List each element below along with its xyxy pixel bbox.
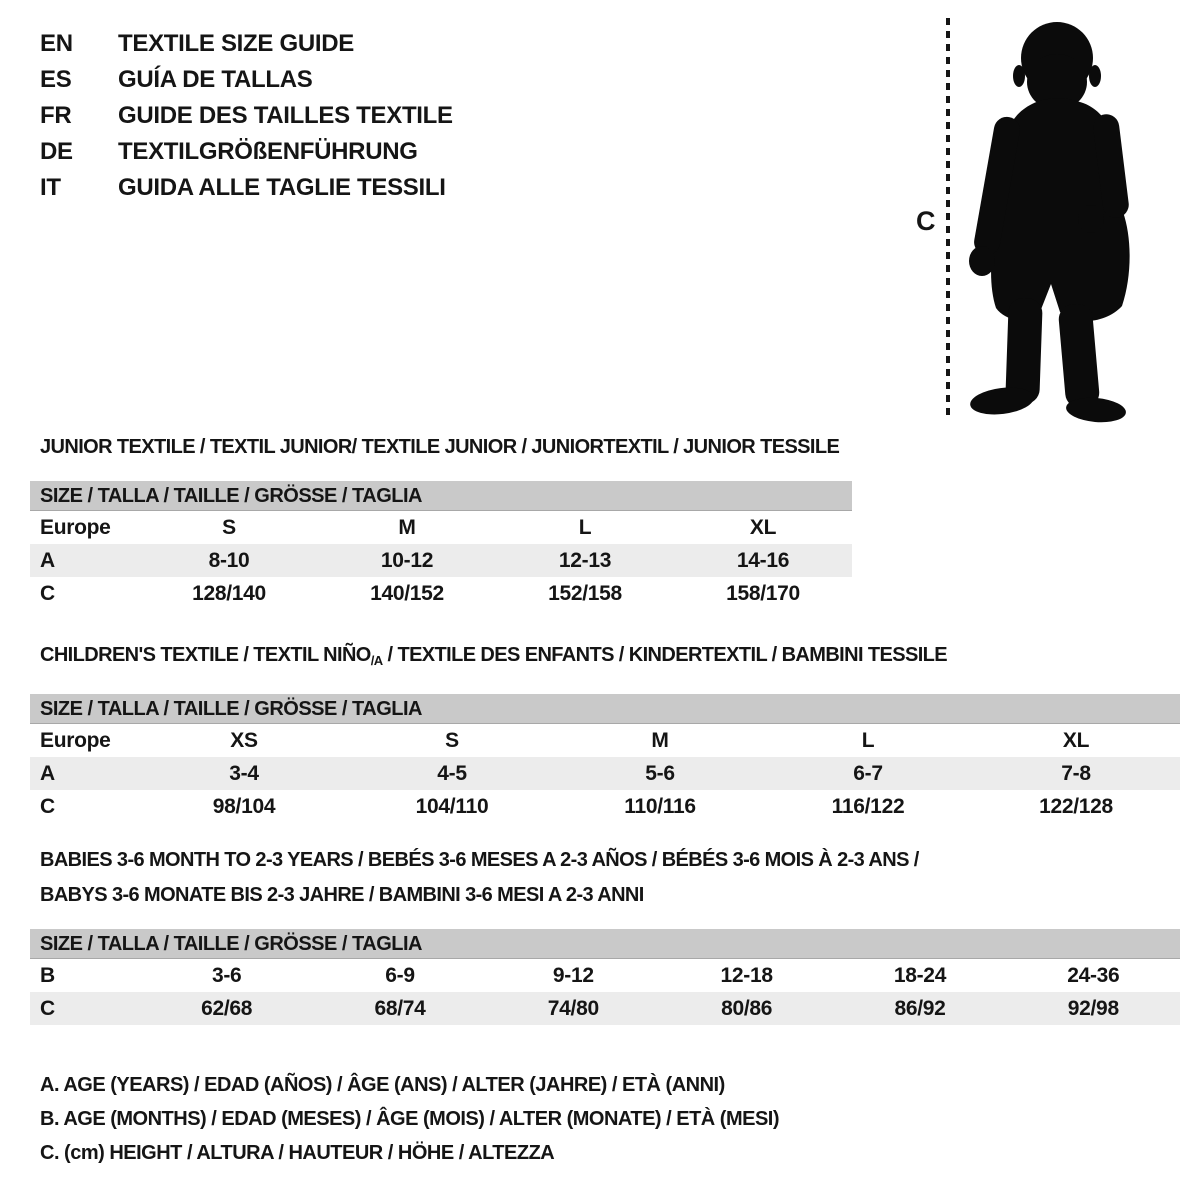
table-row [30, 511, 852, 544]
row-label: Europe [40, 729, 111, 752]
height-measure-label: C [916, 206, 936, 236]
language-row [40, 98, 453, 134]
table-cell: 68/74 [374, 997, 426, 1020]
table-cell: 62/68 [201, 997, 253, 1020]
section-title-text: CHILDREN'S TEXTILE / TEXTIL NIÑO [40, 644, 371, 666]
table-cell: 9-12 [552, 964, 594, 987]
section-title-line [40, 843, 1180, 878]
table-cell: 3-4 [229, 762, 259, 785]
size-table-header: SIZE / TALLA / TAILLE / GRÖSSE / TAGLIA [30, 929, 1180, 959]
language-row [40, 170, 453, 206]
table-row [30, 544, 852, 577]
table-cell: 14-16 [736, 549, 790, 572]
table-cell: 128/140 [192, 582, 266, 605]
section-title-text: BABYS 3-6 MONATE BIS 2-3 JAHRE / BAMBINI 3-6 MESI A 2-3 ANNI [40, 884, 644, 906]
language-row [40, 26, 453, 62]
table-cell: 3-6 [211, 964, 242, 987]
table-cell: M [651, 729, 669, 752]
language-title: TEXTILE SIZE GUIDE [118, 30, 354, 57]
table-cell: XS [230, 729, 258, 752]
size-table-header: SIZE / TALLA / TAILLE / GRÖSSE / TAGLIA [30, 481, 852, 511]
table-row [30, 992, 1180, 1025]
language-code: IT [40, 174, 61, 201]
table-cell: 24-36 [1067, 964, 1120, 987]
section-title [30, 843, 1180, 913]
table-cell: 80/86 [721, 997, 773, 1020]
language-title: GUIDE DES TAILLES TEXTILE [118, 102, 453, 129]
table-cell: 5-6 [645, 762, 675, 785]
row-label: A [40, 549, 55, 572]
section-junior [30, 430, 852, 610]
table-cell: 12-13 [558, 549, 612, 572]
height-dashed-line [946, 18, 950, 418]
language-code: FR [40, 102, 72, 129]
section-children [30, 638, 1180, 823]
row-label: Europe [40, 516, 111, 539]
table-cell: 86/92 [894, 997, 946, 1020]
table-cell: 74/80 [547, 997, 599, 1020]
language-code: EN [40, 30, 73, 57]
table-cell: XL [749, 516, 777, 539]
size-table-header: SIZE / TALLA / TAILLE / GRÖSSE / TAGLIA [30, 694, 1180, 724]
row-label: A [40, 762, 55, 785]
table-cell: 8-10 [208, 549, 250, 572]
language-title: TEXTILGRÖßENFÜHRUNG [118, 138, 418, 165]
size-table [30, 481, 852, 610]
language-row [40, 134, 453, 170]
row-label: C [40, 795, 55, 818]
language-code: DE [40, 138, 73, 165]
row-label: B [40, 964, 55, 987]
table-cell: XL [1062, 729, 1090, 752]
table-row [30, 757, 1180, 790]
section-title-line [40, 878, 1180, 913]
table-cell: S [445, 729, 459, 752]
table-row [30, 577, 852, 610]
table-cell: 4-5 [437, 762, 467, 785]
section-title-text: /A [370, 653, 383, 668]
language-code: ES [40, 66, 72, 93]
table-row [30, 724, 1180, 757]
section-title-line [40, 638, 1180, 678]
section-title [30, 638, 1180, 678]
table-cell: 98/104 [212, 795, 276, 818]
section-babies [30, 843, 1180, 1025]
table-cell: M [398, 516, 416, 539]
table-cell: 6-7 [853, 762, 883, 785]
table-cell: 92/98 [1067, 997, 1119, 1020]
table-row [30, 790, 1180, 823]
toddler-silhouette-icon [960, 16, 1145, 426]
legend-line: B. AGE (MONTHS) / EDAD (MESES) / ÂGE (MOIS) / ALTER (MONATE) / ETÀ (MESI) [40, 1108, 780, 1130]
legend-line: C. (cm) HEIGHT / ALTURA / HAUTEUR / HÖHE / ALTEZZA [40, 1142, 555, 1164]
language-row [40, 62, 453, 98]
section-title-text: JUNIOR TEXTILE / TEXTIL JUNIOR/ TEXTILE JUNIOR / JUNIORTEXTIL / JUNIOR TESSILE [40, 436, 840, 458]
language-title: GUÍA DE TALLAS [118, 66, 313, 93]
table-cell: 140/152 [370, 582, 444, 605]
table-row [30, 959, 1180, 992]
table-cell: L [578, 516, 592, 539]
table-cell: 104/110 [415, 795, 489, 818]
table-cell: 10-12 [380, 549, 434, 572]
table-cell: 6-9 [385, 964, 415, 987]
section-title-line [40, 430, 852, 465]
table-cell: 152/158 [548, 582, 622, 605]
table-cell: 116/122 [831, 795, 905, 818]
table-cell: 7-8 [1061, 762, 1091, 785]
section-title-text: / TEXTILE DES ENFANTS / KINDERTEXTIL / BAMBINI TESSILE [382, 644, 948, 666]
language-title: GUIDA ALLE TAGLIE TESSILI [118, 174, 446, 201]
size-table [30, 929, 1180, 1025]
section-title-text: BABIES 3-6 MONTH TO 2-3 YEARS / BEBÉS 3-6 MESES A 2-3 AÑOS / BÉBÉS 3-6 MOIS À 2-3 ANS / [40, 849, 919, 871]
table-cell: 18-24 [893, 964, 947, 987]
table-cell: 110/116 [624, 795, 696, 818]
language-header [40, 26, 453, 206]
table-cell: 158/170 [726, 582, 800, 605]
measurement-legend [40, 1068, 779, 1170]
legend-line: A. AGE (YEARS) / EDAD (AÑOS) / ÂGE (ANS) / ALTER (JAHRE) / ETÀ (ANNI) [40, 1074, 725, 1096]
row-label: C [40, 997, 55, 1020]
height-figure [900, 14, 1200, 434]
table-cell: 12-18 [720, 964, 773, 987]
table-cell: S [222, 516, 236, 539]
section-title [30, 430, 852, 465]
size-table [30, 694, 1180, 823]
row-label: C [40, 582, 55, 605]
table-cell: 122/128 [1039, 795, 1113, 818]
table-cell: L [861, 729, 875, 752]
